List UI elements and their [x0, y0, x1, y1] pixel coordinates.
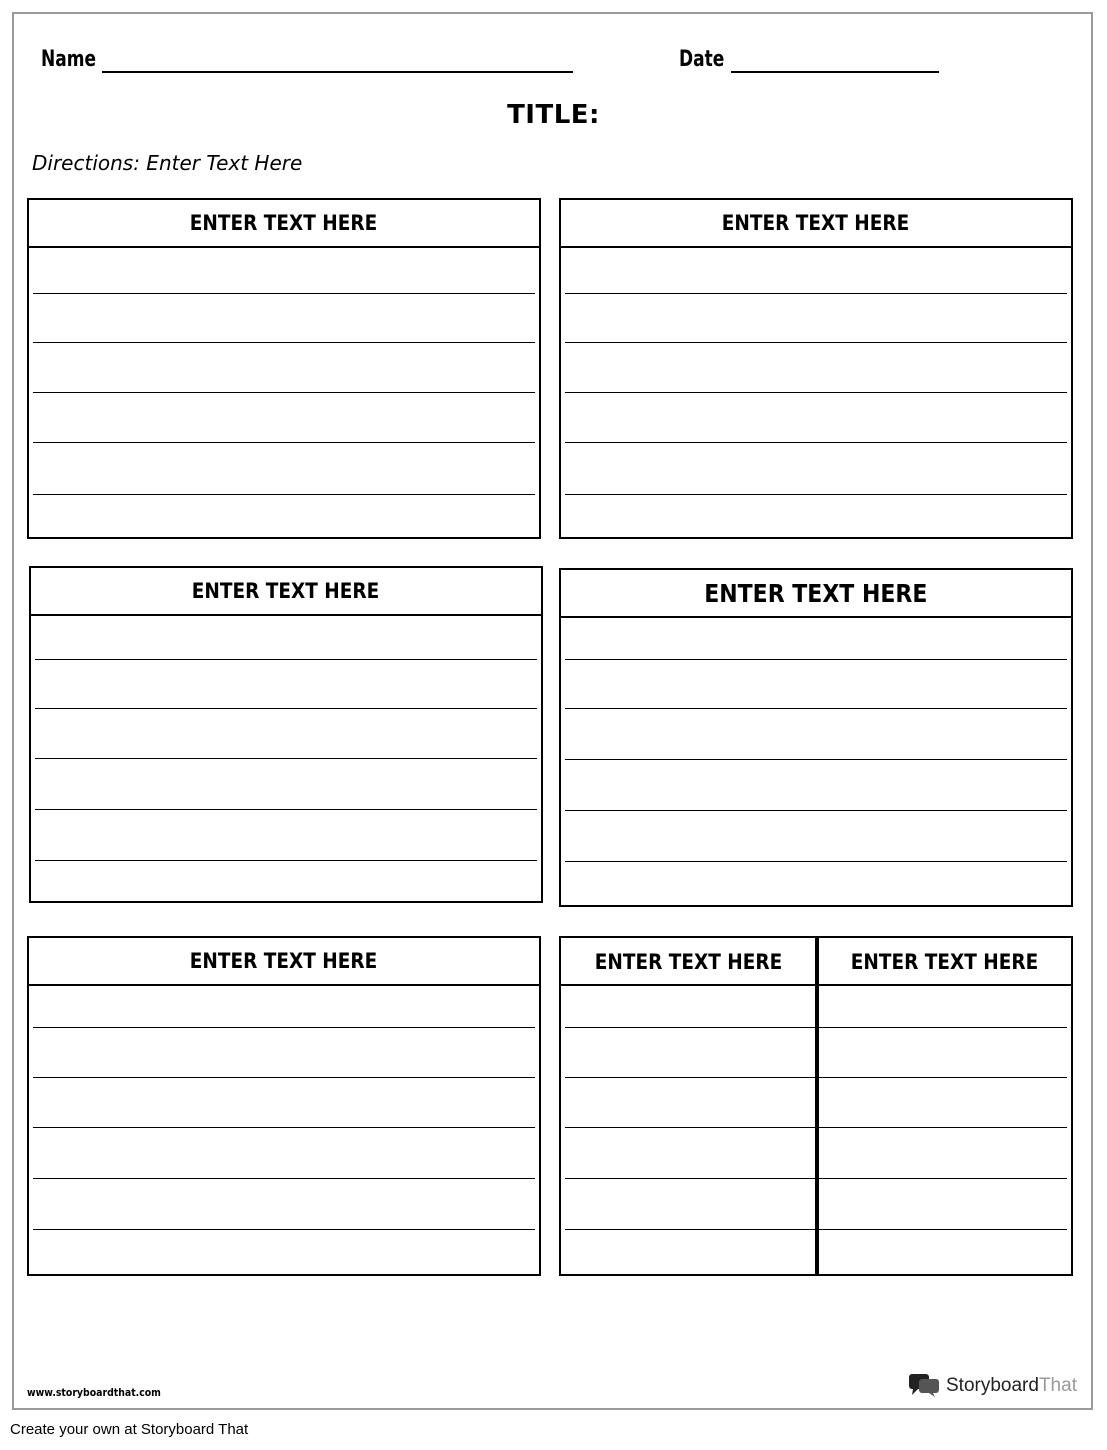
writing-box-5 — [27, 936, 541, 1276]
box-heading: ENTER TEXT HERE — [31, 568, 541, 616]
writing-line[interactable] — [33, 293, 535, 294]
writing-line[interactable] — [565, 759, 1067, 760]
website-url[interactable]: www.storyboardthat.com — [27, 1386, 161, 1399]
writing-line[interactable] — [565, 342, 1067, 343]
directions-text: Directions: Enter Text Here — [32, 151, 303, 175]
writing-line[interactable] — [565, 442, 1067, 443]
writing-line[interactable] — [33, 1178, 535, 1179]
writing-line[interactable] — [565, 1127, 1067, 1128]
brand-text: StoryboardThat — [946, 1375, 1077, 1396]
writing-line[interactable] — [33, 1229, 535, 1230]
writing-line[interactable] — [565, 659, 1067, 660]
writing-line[interactable] — [565, 1077, 1067, 1078]
page-title: TITLE: — [507, 100, 600, 130]
writing-line[interactable] — [33, 392, 535, 393]
writing-line[interactable] — [33, 1027, 535, 1028]
writing-line[interactable] — [33, 442, 535, 443]
writing-box-6-two-column — [559, 936, 1073, 1276]
create-your-own-text[interactable]: Create your own at Storyboard That — [10, 1421, 249, 1438]
writing-line[interactable] — [565, 293, 1067, 294]
writing-box-3 — [29, 566, 543, 903]
writing-line[interactable] — [565, 708, 1067, 709]
writing-line[interactable] — [565, 1178, 1067, 1179]
name-label: Name — [41, 47, 97, 72]
writing-line[interactable] — [33, 342, 535, 343]
date-label: Date — [679, 47, 725, 72]
writing-line[interactable] — [35, 860, 537, 861]
column-heading-left: ENTER TEXT HERE — [595, 950, 783, 974]
box-heading: ENTER TEXT HERE — [29, 200, 539, 248]
storyboardthat-logo[interactable] — [908, 1372, 1077, 1400]
name-line[interactable] — [102, 71, 573, 73]
writing-line[interactable] — [565, 494, 1067, 495]
box-heading: ENTER TEXT HERE — [29, 938, 539, 986]
writing-line[interactable] — [35, 659, 537, 660]
writing-box-4 — [559, 568, 1073, 907]
writing-line[interactable] — [35, 809, 537, 810]
date-line[interactable] — [731, 71, 939, 73]
writing-line[interactable] — [565, 810, 1067, 811]
box-heading: ENTER TEXT HERE — [561, 570, 1071, 618]
writing-line[interactable] — [33, 1127, 535, 1128]
writing-line[interactable] — [565, 1027, 1067, 1028]
column-heading-right: ENTER TEXT HERE — [851, 950, 1039, 974]
writing-line[interactable] — [35, 708, 537, 709]
box-heading: ENTER TEXT HERE — [561, 200, 1071, 248]
writing-line[interactable] — [565, 392, 1067, 393]
writing-line[interactable] — [565, 1229, 1067, 1230]
writing-line[interactable] — [33, 1077, 535, 1078]
writing-box-1 — [27, 198, 541, 539]
writing-box-2 — [559, 198, 1073, 539]
column-divider — [815, 938, 819, 1274]
writing-line[interactable] — [35, 758, 537, 759]
writing-line[interactable] — [33, 494, 535, 495]
speech-bubbles-icon — [908, 1371, 940, 1402]
writing-line[interactable] — [565, 861, 1067, 862]
